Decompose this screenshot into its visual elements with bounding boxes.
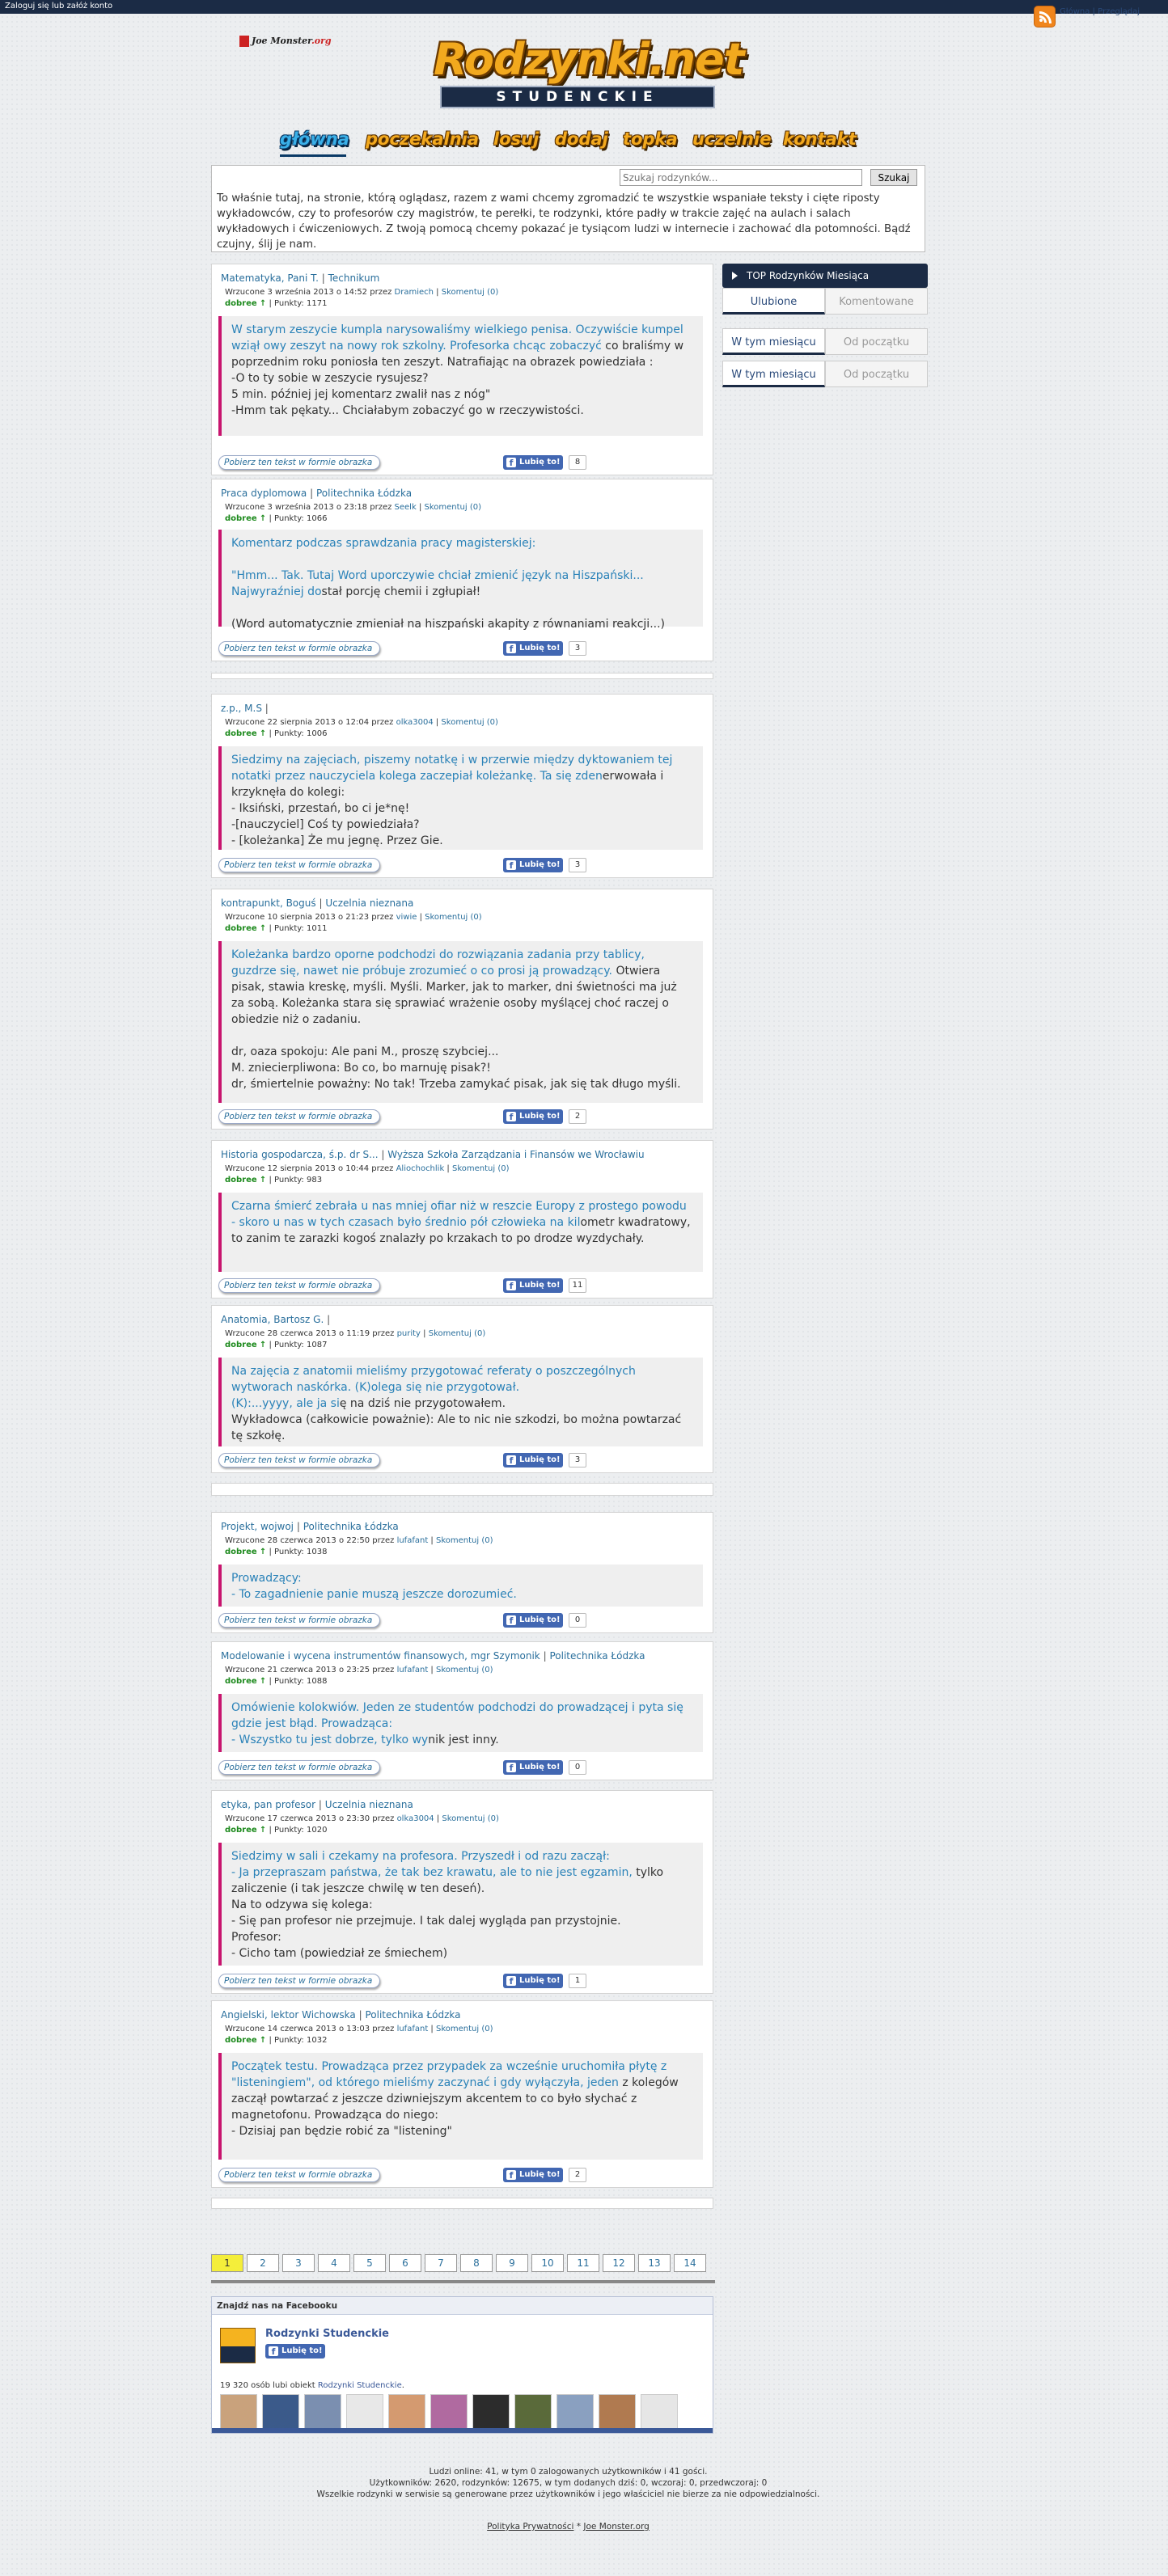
post-category: z.p., M.S | — [221, 703, 269, 714]
post-school-link[interactable]: Uczelnia nieznana — [325, 897, 414, 909]
post-school-link[interactable]: Uczelnia nieznana — [324, 1799, 413, 1810]
footer-disclaimer: Wszelkie rodzynki w serwisie są generowane przez użytkowników i jego właściciel nie bierze za nie odpowiedzialności. — [316, 2489, 820, 2499]
fan-avatar[interactable] — [599, 2394, 636, 2430]
post-category: Historia gospodarcza, ś.p. dr S... | Wyższa Szkoła Zarządzania i Finansów we Wrocławiu — [221, 1149, 645, 1160]
quote-highlight: Początek testu. Prowadząca przez przypadek za wcześnie uruchomiła płytę z "listeningiem", od którego mieliśmy zaczynać i gdy wyłączyła, jeden — [231, 2060, 671, 2089]
menu-contact[interactable]: kontakt — [783, 129, 857, 149]
quote-text: ometr kwadratowy, to zanim te zarazki kogoś znalazły po krzakach to po drodze wyzdychały. — [231, 1216, 695, 1245]
vote-up-icon[interactable]: ↑ — [259, 514, 267, 523]
post-meta: Wrzucone 21 czerwca 2013 o 23:25 przez lufafant | Skomentuj (0) dobree ↑ | Punkty: 1088 — [225, 1666, 493, 1686]
post-card — [211, 1641, 713, 1780]
page-link[interactable]: 5 — [353, 2254, 386, 2272]
fb-like-button[interactable]: f Lubię to! — [503, 1974, 563, 1988]
vote-good-button[interactable]: dobree — [225, 729, 257, 738]
post-points: 1088 — [307, 1677, 328, 1686]
post-points: 1032 — [307, 2036, 328, 2045]
facebook-icon: f — [506, 1455, 516, 1465]
menu-waiting[interactable]: poczekalnia — [366, 129, 480, 149]
post-author-link[interactable]: viwie — [396, 913, 417, 922]
vote-up-icon[interactable]: ↑ — [259, 1826, 267, 1835]
post-category: Praca dyplomowa | Politechnika Łódzka — [221, 488, 413, 499]
menu-home[interactable]: główna — [280, 129, 349, 149]
fb-like-count: 3 — [569, 858, 586, 872]
post-card — [211, 889, 713, 1130]
download-image-button[interactable]: Pobierz ten tekst w formie obrazka — [218, 2168, 380, 2182]
post-quote — [218, 530, 703, 631]
download-image-button[interactable]: Pobierz ten tekst w formie obrazka — [218, 1613, 380, 1628]
sidebar-tabs-period — [722, 328, 928, 355]
post-quote — [218, 1694, 703, 1752]
post-subject-link[interactable]: Matematyka, Pani T. — [221, 272, 319, 284]
fb-like-button[interactable]: f Lubię to! — [503, 1760, 563, 1775]
post-comment-link[interactable]: Skomentuj (0) — [451, 1164, 510, 1173]
search-input[interactable] — [620, 169, 862, 186]
vote-good-button[interactable]: dobree — [225, 1548, 257, 1556]
post-category: Anatomia, Bartosz G. | — [221, 1314, 331, 1325]
quote-highlight: Komentarz podczas sprawdzania pracy magisterskiej: "Hmm... Tak. Tutaj Word uporczywie chciał zmienić język na Hiszpański... Najwyraźniej do — [231, 537, 644, 598]
post-author-link[interactable]: lufafant — [396, 2025, 429, 2033]
post-date: 22 sierpnia 2013 o 12:04 — [267, 718, 370, 727]
post-category: Matematyka, Pani T. | Technikum — [221, 272, 380, 284]
facebook-icon: f — [506, 1763, 516, 1772]
tab-this-month[interactable]: W tym miesiącu — [722, 328, 825, 355]
menu-active-underline — [280, 154, 346, 157]
post-comment-link[interactable]: Skomentuj (0) — [425, 913, 482, 922]
vote-good-button[interactable]: dobree — [225, 1176, 257, 1185]
fb-like-count: 2 — [569, 1109, 586, 1124]
fb-like-count: 0 — [569, 1613, 586, 1628]
post-school-link[interactable]: Politechnika Łódzka — [316, 488, 413, 499]
footer-stats: Użytkowników: 2620, rodzynków: 12675, w tym dodanych dziś: 0, wczoraj: 0, przedwczoraj: 0 — [369, 2478, 768, 2488]
post-points: 1066 — [307, 514, 328, 523]
quote-highlight: Siedzimy na zajęciach, piszemy notatkę i w przerwie między dyktowaniem tej notatki przez nauczyciela kolega zaczepiał koleżankę. Ta się zden — [231, 754, 676, 783]
post-category: Projekt, wojwoj | Politechnika Łódzka — [221, 1521, 399, 1532]
quote-highlight: Siedzimy w sali i czekamy na profesora. Przyszedł i od razu zaczął: - Ja przepraszam państwa, że tak bez krawatu, ale to nie jest egzamin, — [231, 1850, 633, 1879]
facebook-fans-link[interactable]: Rodzynki Studenckie — [317, 2381, 402, 2390]
quote-highlight: Na zajęcia z anatomii mieliśmy przygotować referaty o poszczególnych wytworach naskórka. (K)olega się nie przygotował. (K):...yyyy, ale ja si — [231, 1365, 636, 1410]
post-card — [211, 694, 713, 878]
download-image-button[interactable]: Pobierz ten tekst w formie obrazka — [218, 1109, 380, 1124]
page-link[interactable]: 11 — [567, 2254, 599, 2272]
quote-text: nik jest inny. — [428, 1734, 499, 1746]
post-date: 14 czerwca 2013 o 13:03 — [267, 2025, 370, 2033]
search-form — [620, 169, 910, 186]
tab-favourites[interactable]: Ulubione — [722, 288, 825, 315]
post-author-link[interactable]: olka3004 — [396, 1814, 434, 1823]
page-link[interactable]: 4 — [318, 2254, 350, 2272]
post-date: 12 sierpnia 2013 o 10:44 — [267, 1164, 370, 1173]
post-meta: Wrzucone 22 sierpnia 2013 o 12:04 przez olka3004 | Skomentuj (0) dobree ↑ | Punkty: 1006 — [225, 718, 498, 738]
vote-up-icon[interactable]: ↑ — [259, 1341, 267, 1349]
main-menu — [280, 129, 862, 157]
page-link[interactable]: 7 — [425, 2254, 457, 2272]
page-thumbnail[interactable] — [220, 2328, 256, 2363]
fb-like-count: 8 — [569, 455, 586, 470]
post-quote — [218, 941, 703, 1103]
quote-text: co braliśmy w poprzednim roku poniosła ten zeszyt. Natrafiając na obrazek powiedziała : -O to ty sobie w zeszycie rysujesz? 5 min. później jej komentarz zwalił nas z nóg" -Hmm tak pękaty... Chciałabym zobaczyć go w rzeczywistości. — [231, 340, 684, 417]
tab-all-time-2[interactable]: Od początku — [825, 361, 928, 387]
post-quote — [218, 746, 703, 850]
fan-avatar[interactable] — [641, 2394, 678, 2430]
quote-text: ę na dziś nie przygotowałem. Wykładowca (całkowicie poważnie): Ale to nic nie szkodzi, bo można powtarzać tę szkołę. — [231, 1397, 682, 1442]
menu-universities[interactable]: uczelnie — [692, 129, 772, 149]
footer-online: Ludzi online: 41, w tym 0 zalogowanych użytkowników i 41 gości. — [429, 2467, 708, 2477]
facebook-faces — [220, 2394, 705, 2430]
post-card — [211, 1790, 713, 1994]
post-subject-link[interactable]: Modelowanie i wycena instrumentów finansowych, mgr Szymonik — [221, 1650, 540, 1662]
post-date: 28 czerwca 2013 o 22:50 — [267, 1536, 370, 1545]
page-current[interactable]: 1 — [211, 2254, 243, 2272]
post-meta: Wrzucone 12 sierpnia 2013 o 10:44 przez Aliochochlik | Skomentuj (0) dobree ↑ | Punkty: 983 — [225, 1164, 510, 1185]
post-points: 983 — [307, 1176, 323, 1185]
quote-text: erwowała i krzyknęła do kolegi: - Iksiński, przestań, bo ci je*nę! -[nauczyciel] Coś ty powiedziała? - [koleżanka] Że mu jegnę. Przez Gie. — [231, 770, 664, 847]
vote-good-button[interactable]: dobree — [225, 1677, 257, 1686]
post-category: Modelowanie i wycena instrumentów finansowych, mgr Szymonik | Politechnika Łódzka — [221, 1650, 645, 1662]
vote-good-button[interactable]: dobree — [225, 2036, 257, 2045]
quote-text: stał porcję chemii i zgłupiał! (Word automatycznie zmieniał na hiszpański akapity z równaniami reakcji...) — [231, 585, 666, 631]
facebook-icon: f — [506, 1281, 516, 1290]
post-meta: Wrzucone 3 września 2013 o 23:18 przez Seelk | Skomentuj (0) dobree ↑ | Punkty: 1066 — [225, 503, 482, 523]
post-points: 1020 — [307, 1826, 328, 1835]
post-card — [211, 2000, 713, 2188]
fan-avatar[interactable] — [388, 2394, 425, 2430]
menu-top[interactable]: topka — [623, 129, 678, 149]
empty-post-box — [211, 673, 713, 679]
facebook-icon: f — [506, 1976, 516, 1986]
fb-like-button[interactable]: f Lubię to! — [503, 1278, 563, 1293]
post-subject-link[interactable]: z.p., M.S — [221, 703, 262, 714]
post-quote — [218, 316, 703, 436]
quote-highlight: Omówienie kolokwiów. Jeden ze studentów podchodzi do prowadzącej i pyta się gdzie jest błąd. Prowadząca: - Wszystko tu jest dobrze, tylko wy — [231, 1701, 683, 1746]
post-school-link[interactable]: Politechnika Łódzka — [303, 1521, 399, 1532]
post-author-link[interactable]: lufafant — [396, 1666, 429, 1674]
footer — [211, 2466, 925, 2532]
vote-good-button[interactable]: dobree — [225, 1341, 257, 1349]
post-author-link[interactable]: purity — [396, 1329, 421, 1338]
fb-like-count: 3 — [569, 641, 586, 656]
menu-add[interactable]: dodaj — [555, 129, 608, 149]
facebook-icon: f — [506, 458, 516, 467]
post-points: 1006 — [307, 729, 328, 738]
post-school-link[interactable]: Wyższa Szkoła Zarządzania i Finansów we Wrocławiu — [387, 1149, 645, 1160]
joe-monster-link[interactable]: Joe Monster.org — [583, 2522, 650, 2532]
post-date: 28 czerwca 2013 o 11:19 — [267, 1329, 370, 1338]
post-author-link[interactable]: Seelk — [394, 503, 417, 512]
facebook-icon: f — [506, 1112, 516, 1121]
arrow-right-icon — [732, 272, 738, 280]
post-subject-link[interactable]: Angielski, lektor Wichowska — [221, 2009, 356, 2021]
jm-logo-icon — [239, 36, 249, 47]
post-meta: Wrzucone 28 czerwca 2013 o 22:50 przez lufafant | Skomentuj (0) dobree ↑ | Punkty: 1038 — [225, 1536, 493, 1556]
quote-highlight: Czarna śmierć zebrała u nas mniej ofiar niż w reszcie Europy z prostego powodu - skoro u nas w tych czasach było średnio pół człowieka na kil — [231, 1200, 691, 1229]
post-school-link[interactable]: Technikum — [328, 272, 380, 284]
search-button[interactable]: Szukaj — [870, 169, 917, 186]
vote-good-button[interactable]: dobree — [225, 924, 257, 933]
post-subject-link[interactable]: Praca dyplomowa — [221, 488, 307, 499]
facebook-page-name[interactable]: Rodzynki Studenckie — [265, 2328, 390, 2340]
tab-this-month-2[interactable]: W tym miesiącu — [722, 361, 825, 387]
fan-avatar[interactable] — [556, 2394, 594, 2430]
post-points: 1011 — [307, 924, 328, 933]
fb-like-count: 0 — [569, 1760, 586, 1775]
post-meta: Wrzucone 3 września 2013 o 14:52 przez Dramiech | Skomentuj (0) dobree ↑ | Punkty: 1171 — [225, 288, 499, 308]
post-school-link[interactable]: Politechnika Łódzka — [549, 1650, 645, 1662]
vote-good-button[interactable]: dobree — [225, 1826, 257, 1835]
post-comment-link[interactable]: Skomentuj (0) — [428, 1329, 486, 1338]
top-bar — [0, 0, 1168, 14]
post-category: etyka, pan profesor | Uczelnia nieznana — [221, 1799, 413, 1810]
post-quote — [218, 1358, 703, 1446]
post-author-link[interactable]: lufafant — [396, 1536, 429, 1545]
post-meta: Wrzucone 17 czerwca 2013 o 23:30 przez olka3004 | Skomentuj (0) dobree ↑ | Punkty: 1020 — [225, 1814, 499, 1835]
fan-avatar[interactable] — [514, 2394, 552, 2430]
quote-text: z kolegów zaczął powtarzać z jeszcze dziwniejszym akcentem to co było słychać z magnetofonu. Prowadząca do niego: - Dzisiaj pan będzie robić za "listening" — [231, 2076, 679, 2138]
facebook-box-title: Znajdź nas na Facebooku — [212, 2297, 713, 2315]
facebook-icon: f — [269, 2346, 278, 2356]
download-image-button[interactable]: Pobierz ten tekst w formie obrazka — [218, 1278, 380, 1293]
pagination — [211, 2254, 713, 2272]
quote-highlight: W starym zeszycie kumpla narysowaliśmy wielkiego penisa. Oczywiście kumpel wziął owy zeszyt na nowy rok szkolny. Profesorka chcąc zobaczyć — [231, 323, 688, 353]
post-author-link[interactable]: Dramiech — [394, 288, 434, 297]
fan-avatar[interactable] — [430, 2394, 468, 2430]
fan-avatar[interactable] — [262, 2394, 299, 2430]
sidebar-tabs-period-2 — [722, 361, 928, 387]
post-card — [211, 479, 713, 661]
post-comment-link[interactable]: Skomentuj (0) — [441, 718, 498, 727]
post-points: 1038 — [307, 1548, 328, 1556]
page-link[interactable]: 13 — [638, 2254, 671, 2272]
post-meta: Wrzucone 10 sierpnia 2013 o 21:23 przez viwie | Skomentuj (0) dobree ↑ | Punkty: 1011 — [225, 913, 482, 933]
post-school-link[interactable]: Politechnika Łódzka — [365, 2009, 461, 2021]
post-subject-link[interactable]: Projekt, wojwoj — [221, 1521, 294, 1532]
vote-up-icon[interactable]: ↑ — [259, 1677, 267, 1686]
page-link[interactable]: 6 — [389, 2254, 421, 2272]
facebook-fans-text: 19 320 osób lubi obiekt Rodzynki Studenckie. — [220, 2381, 404, 2390]
fan-avatar[interactable] — [472, 2394, 510, 2430]
facebook-icon: f — [506, 1615, 516, 1625]
fb-like-button[interactable]: f Lubię to! — [503, 1613, 563, 1628]
post-quote — [218, 1565, 703, 1607]
post-date: 17 czerwca 2013 o 23:30 — [267, 1814, 370, 1823]
download-image-button[interactable]: Pobierz ten tekst w formie obrazka — [218, 1974, 380, 1988]
post-date: 10 sierpnia 2013 o 21:23 — [267, 913, 370, 922]
facebook-icon: f — [506, 860, 516, 870]
post-quote — [218, 1843, 703, 1966]
top-links: Główna | Przeglądaj — [1060, 7, 1140, 16]
post-comment-link[interactable]: Skomentuj (0) — [435, 1536, 493, 1545]
post-card — [211, 1512, 713, 1633]
facebook-bottom-bar — [212, 2428, 713, 2433]
post-quote — [218, 2053, 703, 2160]
browse-link[interactable]: Przeglądaj — [1098, 7, 1140, 16]
fb-like-count: 11 — [569, 1278, 586, 1293]
download-image-button[interactable]: Pobierz ten tekst w formie obrazka — [218, 858, 380, 872]
post-comment-link[interactable]: Skomentuj (0) — [441, 288, 499, 297]
fb-like-button[interactable]: f Lubię to! — [503, 641, 563, 656]
post-category: Angielski, lektor Wichowska | Politechnika Łódzka — [221, 2009, 461, 2021]
fb-like-button[interactable]: f Lubię to! — [503, 2168, 563, 2182]
vote-up-icon[interactable]: ↑ — [259, 729, 267, 738]
tab-commented[interactable]: Komentowane — [825, 288, 928, 315]
vote-good-button[interactable]: dobree — [225, 514, 257, 523]
fb-like-button[interactable]: f Lubię to! — [503, 858, 563, 872]
post-subject-link[interactable]: Historia gospodarcza, ś.p. dr S... — [221, 1149, 379, 1160]
fb-like-count: 2 — [569, 2168, 586, 2182]
download-image-button[interactable]: Pobierz ten tekst w formie obrazka — [218, 455, 380, 470]
tab-all-time[interactable]: Od początku — [825, 328, 928, 355]
post-date: 3 września 2013 o 14:52 — [267, 288, 368, 297]
post-card — [211, 264, 713, 475]
quote-highlight: Koleżanka bardzo oporne podchodzi do rozwiązania zadania przy tablicy, guzdrze się, nawet nie próbuje zrozumieć o co prosi ją prowadzący. — [231, 948, 649, 978]
vote-up-icon[interactable]: ↑ — [259, 299, 267, 308]
quote-highlight: Prowadzący: - To zagadnienie panie muszą jeszcze dorozumieć. — [231, 1572, 517, 1601]
post-comment-link[interactable]: Skomentuj (0) — [435, 1666, 493, 1674]
intro-text: To właśnie tutaj, na stronie, którą oglądasz, razem z wami chcemy zgromadzić te wszystkie wspaniałe teksty i cięte riposty wykładowców, czy to profesorów czy magistrów, te perełki, te rodzynki, które padły w trakcie zajęć na aulach i salach wykładowych i ćwiczeniowych. Z twoją pomocą chcemy pokazać je tysiącom ludzi w internecie i zachować dla potomności. Bądź czujny, ślij je nam. — [217, 192, 911, 251]
joe-monster-logo[interactable]: Joe Monster.org — [239, 36, 332, 47]
post-comment-link[interactable]: Skomentuj (0) — [435, 2025, 493, 2033]
fb-like-button[interactable]: f Lubię to! — [503, 1109, 563, 1124]
post-date: 3 września 2013 o 23:18 — [267, 503, 368, 512]
sidebar-tabs-type — [722, 288, 928, 315]
sidebar-title: TOP Rodzynków Miesiąca — [722, 264, 928, 288]
fb-like-button[interactable]: f Lubię to! — [503, 1453, 563, 1467]
post-comment-link[interactable]: Skomentuj (0) — [442, 1814, 499, 1823]
post-comment-link[interactable]: Skomentuj (0) — [424, 503, 482, 512]
post-points: 1087 — [307, 1341, 328, 1349]
fb-like-count: 3 — [569, 1453, 586, 1467]
post-subject-link[interactable]: Anatomia, Bartosz G. — [221, 1314, 324, 1325]
post-subject-link[interactable]: kontrapunkt, Boguś — [221, 897, 316, 909]
post-date: 21 czerwca 2013 o 23:25 — [267, 1666, 370, 1674]
quote-text: tylko zaliczenie (i tak jeszcze chwilę w ten deseń). Na to odzywa się kolega: - Się pan profesor nie przejmuje. I tak dalej wygląda pan przystojnie. Profesor: - Cicho tam (powiedział ze śmiechem) — [231, 1866, 664, 1960]
footer-links: Polityka Prywatności * Joe Monster.org — [487, 2522, 650, 2532]
post-points: 1171 — [307, 299, 328, 308]
vote-good-button[interactable]: dobree — [225, 299, 257, 308]
page-link[interactable]: 8 — [460, 2254, 493, 2272]
menu-random[interactable]: losuj — [493, 129, 540, 149]
logo-title: Rodzynki.net — [434, 34, 744, 85]
post-category: kontrapunkt, Boguś | Uczelnia nieznana — [221, 897, 414, 909]
fb-like-count: 1 — [569, 1974, 586, 1988]
post-card — [211, 1140, 713, 1299]
fan-avatar[interactable] — [220, 2394, 257, 2430]
empty-post-box — [211, 2198, 713, 2209]
site-logo[interactable] — [434, 34, 744, 112]
page-link[interactable]: 9 — [496, 2254, 528, 2272]
pagination-divider — [211, 2280, 715, 2283]
vote-up-icon[interactable]: ↑ — [259, 2036, 267, 2045]
vote-up-icon[interactable]: ↑ — [259, 924, 267, 933]
download-image-button[interactable]: Pobierz ten tekst w formie obrazka — [218, 1760, 380, 1775]
page-link[interactable]: 2 — [247, 2254, 279, 2272]
post-card — [211, 1305, 713, 1473]
page-link[interactable]: 12 — [603, 2254, 635, 2272]
page-link[interactable]: 14 — [674, 2254, 706, 2272]
download-image-button[interactable]: Pobierz ten tekst w formie obrazka — [218, 1453, 380, 1467]
page-link[interactable]: 3 — [282, 2254, 315, 2272]
login-link[interactable]: Zaloguj się lub załóż konto — [5, 2, 113, 11]
privacy-link[interactable]: Polityka Prywatności — [487, 2522, 574, 2532]
fan-avatar[interactable] — [304, 2394, 341, 2430]
post-author-link[interactable]: Aliochochlik — [396, 1164, 445, 1173]
post-subject-link[interactable]: etyka, pan profesor — [221, 1799, 316, 1810]
post-quote — [218, 1193, 703, 1272]
logo-subtitle: STUDENCKIE — [440, 86, 715, 108]
post-meta: Wrzucone 14 czerwca 2013 o 13:03 przez lufafant | Skomentuj (0) dobree ↑ | Punkty: 1032 — [225, 2025, 493, 2045]
post-author-link[interactable]: olka3004 — [396, 718, 434, 727]
post-meta: Wrzucone 28 czerwca 2013 o 11:19 przez purity | Skomentuj (0) dobree ↑ | Punkty: 1087 — [225, 1329, 486, 1349]
rss-icon[interactable] — [1034, 6, 1056, 27]
home-link[interactable]: Główna — [1060, 7, 1090, 16]
facebook-icon: f — [506, 644, 516, 653]
vote-up-icon[interactable]: ↑ — [259, 1548, 267, 1556]
empty-post-box — [211, 1483, 713, 1496]
page-link[interactable]: 10 — [531, 2254, 564, 2272]
vote-up-icon[interactable]: ↑ — [259, 1176, 267, 1185]
fb-like-button[interactable]: f Lubię to! — [503, 455, 563, 470]
facebook-like-button[interactable]: f Lubię to! — [265, 2344, 325, 2359]
fan-avatar[interactable] — [346, 2394, 383, 2430]
facebook-box — [211, 2296, 713, 2434]
quote-text: Otwiera pisak, stawia kreskę, myśli. Myśli. Marker, jak to marker, dni świetności ma już za sobą. Koleżanka stara się sprawiać wrażenie osoby myślącej choć raczej o obiedzie niż o zadaniu. dr, oaza spokoju: Ale pani M., proszę szybciej... M. zniecierpliwona: Bo co, bo marnuję pisak?! dr, śmiertelnie poważny: No tak! Trzeba zamykać pisak, jak się tak długo myśli. — [231, 965, 681, 1091]
facebook-icon: f — [506, 2170, 516, 2180]
download-image-button[interactable]: Pobierz ten tekst w formie obrazka — [218, 641, 380, 656]
